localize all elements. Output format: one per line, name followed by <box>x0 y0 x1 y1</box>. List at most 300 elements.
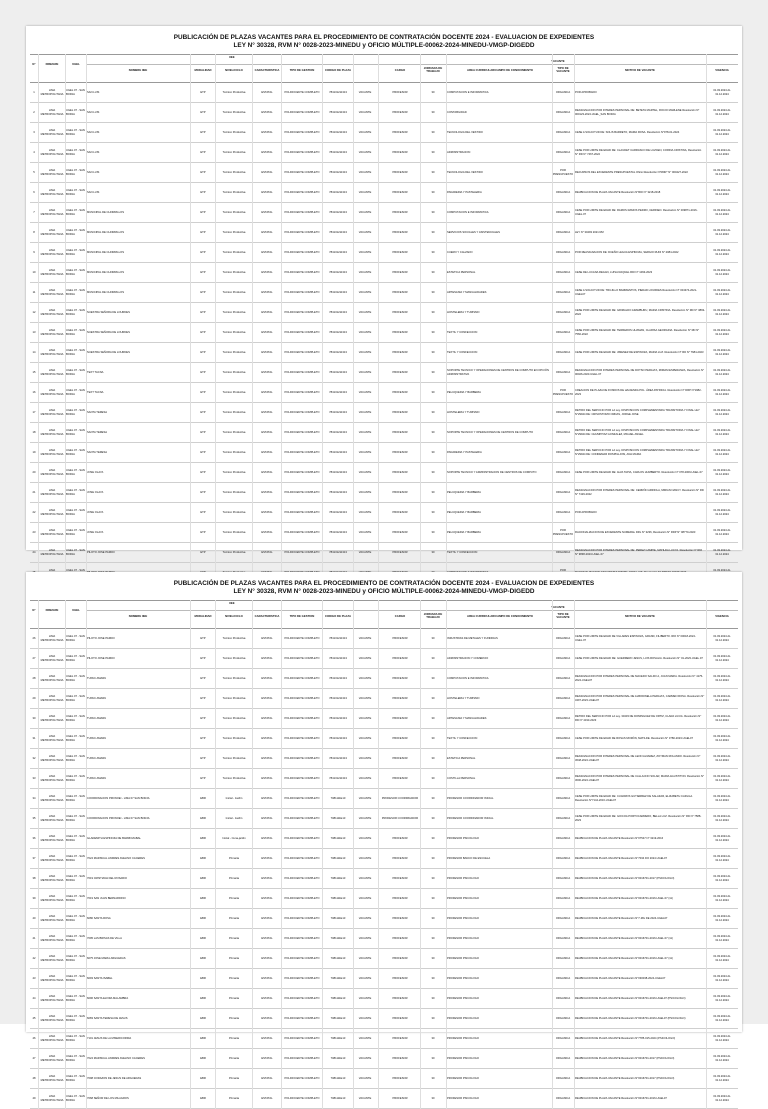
row-number: 19 <box>32 450 36 454</box>
table-row <box>30 383 738 403</box>
status-cell: VACANTE <box>358 270 372 274</box>
workday-cell: 30 <box>431 876 435 880</box>
position-code-cell: 784131211313 <box>329 390 347 394</box>
vacancy-reason-cell: CESE POR LIMITE DE EDAD DE VILLARES ESPINOZA, GRAND, FILIBERTO. RDI N° 00018-2024-UGEL.07 <box>575 635 696 642</box>
workday-cell: 30 <box>431 836 435 840</box>
school-name-cell: SAN LUIS <box>87 90 100 94</box>
row-number: 31 <box>32 736 36 740</box>
ugel-cell: UGEL 07 - SAN BORJA <box>66 369 85 376</box>
vacancy-reason-cell: REUBICACION DE PLAZA VACANTE Resolución N°RDI N° 3218-2018 <box>575 190 661 194</box>
vacancy-type-cell: ORGANICA <box>555 230 571 234</box>
table-row <box>30 243 738 263</box>
characteristic-cell: ESTATAL <box>261 150 273 154</box>
position-code-cell: 784131211313 <box>329 410 347 414</box>
subject-area-cell: PELUQUERIA Y BARBERIA <box>447 530 481 534</box>
row-number: 46 <box>32 1036 36 1040</box>
grid-line <box>65 54 66 583</box>
header-divider <box>86 64 738 65</box>
vacancy-reason-cell: REASIGNACION POR INTERES PERSONAL DE: BETETA MARTEL, ROCIO MARLENE Resolución N° 000123-2024-UGEL_SAN BORJA <box>575 109 700 116</box>
row-number: 41 <box>32 936 36 940</box>
position-code-cell: 7081111E13 <box>330 836 346 840</box>
vacancy-type-cell: ORGANICA <box>555 796 571 800</box>
school-name-cell: 7019 CRISTIANA DEL ROSARIO <box>87 876 127 880</box>
vacancy-reason-cell: RETIRO DEL SERVICIO POR LA Ley. DISPOSICION COMPLEMENTARIA TRANSITORIA Y FINAL LEY N°29944 DE: CONDEMAR ROSPIGLIOSI, ANA MARIA <box>575 449 700 456</box>
modality-cell: EBR <box>200 1096 206 1100</box>
modality-cell: ETP <box>200 656 206 660</box>
ugel-cell: UGEL 07 - SAN BORJA <box>66 129 85 136</box>
subject-area-cell: PELUQUERIA Y BARBERIA <box>447 490 481 494</box>
table-row <box>30 103 738 123</box>
table-row <box>30 143 738 163</box>
status-cell: VACANTE <box>358 676 372 680</box>
vacancy-type-cell: ORGANICA <box>555 756 571 760</box>
vacancy-type-cell: ORGANICA <box>555 550 571 554</box>
workday-cell: 30 <box>431 290 435 294</box>
region-cell: LIMA METROPOLITANA <box>40 469 64 476</box>
ugel-cell: UGEL 07 - SAN BORJA <box>66 635 85 642</box>
workday-cell: 30 <box>431 550 435 554</box>
role-cell: PROFESOR <box>392 370 408 374</box>
validity-cell: 01.03.2024 AL 31.12.2024 <box>713 169 731 176</box>
characteristic-cell: ESTATAL <box>261 1036 273 1040</box>
modality-cell: ETP <box>200 736 206 740</box>
workday-cell: 30 <box>431 916 435 920</box>
status-cell: VACANTE <box>358 976 372 980</box>
region-cell: LIMA METROPOLITANA <box>40 835 64 842</box>
row-number: 22 <box>32 510 36 514</box>
vacancy-type-cell: ORGANICA <box>555 250 571 254</box>
school-name-cell: 7068 SEÑOR DE LOS MILAGROS <box>87 1096 129 1100</box>
characteristic-cell: ESTATAL <box>261 896 273 900</box>
management-type-cell: POLIDOCENTE COMPLETO <box>284 130 320 134</box>
grid-line <box>353 54 354 583</box>
region-cell: LIMA METROPOLITANA <box>40 89 64 96</box>
grid-line <box>420 54 421 583</box>
region-cell: LIMA METROPOLITANA <box>40 1035 64 1042</box>
role-cell: PROFESOR COORDINADOR <box>381 796 419 800</box>
subject-area-cell: PROFESOR PSICOLOGO <box>447 876 479 880</box>
status-cell: VACANTE <box>358 1096 372 1100</box>
school-name-cell: JOSE OLAYA <box>87 510 104 514</box>
position-code-cell: 7081111E13 <box>330 896 346 900</box>
subject-area-cell: ADMINISTRACION <box>447 150 471 154</box>
vacancy-reason-cell: RETIRO DEL SERVICIO POR LA Ley. DISPOSICION COMPLEMENTARIA TRANSITORIA Y FINAL LEY N°29944 DE: CHUMPITAZ GONZALEZ, MIGUEL ANGEL <box>575 429 700 436</box>
status-cell: VACANTE <box>358 450 372 454</box>
grid-line <box>252 600 253 1109</box>
status-cell: VACANTE <box>358 996 372 1000</box>
workday-cell: 30 <box>431 390 435 394</box>
school-name-cell: TUPAC AMARU <box>87 696 107 700</box>
vacancy-type-cell: ORGANICA <box>555 916 571 920</box>
table-row <box>30 949 738 969</box>
table-row <box>30 789 738 809</box>
region-cell: LIMA METROPOLITANA <box>40 289 64 296</box>
ugel-cell: UGEL 07 - SAN BORJA <box>66 1095 85 1102</box>
modality-cell: ETP <box>200 370 206 374</box>
subject-area-cell: ARTESANIA Y MANUALIDADES <box>447 290 487 294</box>
level-cell: Técnico Productiva <box>222 636 246 640</box>
role-cell: PROFESOR <box>392 756 408 760</box>
school-name-cell: NUESTRA SEÑORA DE LOURDES <box>87 350 130 354</box>
region-cell: LIMA METROPOLITANA <box>40 995 64 1002</box>
validity-cell: 01.03.2024 AL 31.12.2024 <box>713 449 731 456</box>
role-cell: PROFESOR <box>392 636 408 640</box>
ugel-cell: UGEL 07 - SAN BORJA <box>66 529 85 536</box>
vacancy-type-cell: POR PRESUPUESTO <box>552 529 574 536</box>
row-number: 5 <box>33 170 35 174</box>
header-number: N° <box>32 608 36 612</box>
row-number: 8 <box>33 230 35 234</box>
position-code-cell: 784131211313 <box>329 636 347 640</box>
level-cell: Primaria <box>228 996 239 1000</box>
subject-area-cell: TEXTIL Y CONFECCION <box>447 736 478 740</box>
grid-line <box>215 600 216 1109</box>
validity-cell: 01.03.2024 AL 31.12.2024 <box>713 795 731 802</box>
level-cell: Primaria <box>228 1016 239 1020</box>
header-characteristic: CARACTERISTICA <box>254 68 280 72</box>
school-name-cell: SANTA TERESA <box>87 450 108 454</box>
validity-cell: 01.03.2024 AL 31.12.2024 <box>713 755 731 762</box>
vacancy-type-cell: ORGANICA <box>555 1056 571 1060</box>
header-position-code: CODIGO DE PLAZA <box>324 68 352 72</box>
role-cell: PROFESOR <box>392 110 408 114</box>
characteristic-cell: ESTATAL <box>261 510 273 514</box>
level-cell: Técnico Productiva <box>222 170 246 174</box>
row-number: 39 <box>32 896 36 900</box>
position-code-cell: 7081111E13 <box>330 1076 346 1080</box>
modality-cell: ETP <box>200 290 206 294</box>
school-name-cell: 7024 MARISCAL ANDRES AVELINO CACERES <box>87 1056 145 1060</box>
ugel-cell: UGEL 07 - SAN BORJA <box>66 209 85 216</box>
table-row <box>30 689 738 709</box>
region-cell: LIMA METROPOLITANA <box>40 1015 64 1022</box>
level-cell: Técnico Productiva <box>222 490 246 494</box>
validity-cell: 01.03.2024 AL 31.12.2024 <box>713 329 731 336</box>
management-type-cell: POLIDOCENTE COMPLETO <box>284 896 320 900</box>
workday-cell: 30 <box>431 190 435 194</box>
characteristic-cell: ESTATAL <box>261 1016 273 1020</box>
level-cell: Técnico Productiva <box>222 350 246 354</box>
validity-cell: 01.03.2024 AL <box>713 569 731 573</box>
subject-area-cell: SOPORTE TECNICO Y OPERACIONES DE CENTROS DE COMPUTO <box>447 430 534 434</box>
status-cell: VACANTE <box>358 510 372 514</box>
row-number: 42 <box>32 956 36 960</box>
status-cell: VACANTE <box>358 390 372 394</box>
header-validity: VIGENCIA <box>715 68 729 72</box>
validity-cell: 01.03.2024 AL 31.12.2024 <box>713 409 731 416</box>
position-code-cell: 784131211313 <box>329 656 347 660</box>
ugel-cell: UGEL 07 - SAN BORJA <box>66 469 85 476</box>
management-type-cell: POLIDOCENTE COMPLETO <box>284 796 320 800</box>
grid-line <box>574 600 575 1109</box>
table-row <box>30 669 738 689</box>
school-name-cell: PILOTO JOSE PARDO <box>87 636 115 640</box>
ugel-cell: UGEL 07 - SAN BORJA <box>66 775 85 782</box>
characteristic-cell: ESTATAL <box>261 210 273 214</box>
level-cell: Técnico Productiva <box>222 736 246 740</box>
characteristic-cell: ESTATAL <box>261 816 273 820</box>
management-type-cell: POLIDOCENTE COMPLETO <box>284 936 320 940</box>
region-cell: LIMA <box>48 569 56 573</box>
workday-cell: 30 <box>431 310 435 314</box>
row-number: 11 <box>32 290 36 294</box>
ugel-cell: UGEL 07 - SAN BORJA <box>66 795 85 802</box>
position-code-cell: 784131211313 <box>329 450 347 454</box>
management-type-cell: POLIDOCENTE COMPLETO <box>284 716 320 720</box>
table-row <box>30 483 738 503</box>
header-workday: JORNADA DE TRABAJO <box>423 612 443 620</box>
ugel-cell: UGEL 07 - SAN BORJA <box>66 955 85 962</box>
ugel-cell: UGEL 07 - SAN BORJA <box>66 715 85 722</box>
role-cell: PROFESOR <box>392 130 408 134</box>
status-cell: VACANTE <box>358 310 372 314</box>
vacancies-table-page-2 <box>30 600 738 1109</box>
role-cell: PROFESOR <box>392 210 408 214</box>
modality-cell: ETP <box>200 470 206 474</box>
grid-line <box>322 54 323 583</box>
vacancy-reason-cell: REUBICACION DE PLAZA VACANTE Resolución N°0016701-2016-UGEL07 (PSICOLOGO) <box>575 996 686 1000</box>
position-code-cell: 784131211313 <box>329 230 347 234</box>
status-cell: VACANTE <box>358 150 372 154</box>
vacancy-type-cell: ORGANICA <box>555 310 571 314</box>
vacancy-reason-cell: REUBICACION DE PLAZA VACANTE Resolución N°07547 N° 3219-2016 <box>575 836 664 840</box>
vacancy-type-cell: POR <box>560 569 566 573</box>
vacancy-type-cell: ORGANICA <box>555 896 571 900</box>
vacancy-type-cell: ORGANICA <box>555 936 571 940</box>
ugel-cell: UGEL 07 - SAN BORJA <box>66 509 85 516</box>
ugel-cell: UGEL 07 - SAN BORJA <box>66 349 85 356</box>
management-type-cell: POLIDOCENTE COMPLETO <box>284 836 320 840</box>
validity-cell: 01.03.2024 AL 31.12.2024 <box>713 855 731 862</box>
school-name-cell: TUPAC AMARU <box>87 716 107 720</box>
status-cell: VACANTE <box>358 250 372 254</box>
vacancy-type-cell: ORGANICA <box>555 510 571 514</box>
subject-area-cell: PROFESOR PSICOLOGO <box>447 956 479 960</box>
position-code-cell: 7081111E13 <box>330 1056 346 1060</box>
vacancy-reason-cell: CESE POR LIMITE DE EDAD DE: GRIMALDO ARAMBURU, MARIA CRISTINA. Resolución N° RD N° 3893-2022 <box>575 309 705 316</box>
row-number: 3 <box>33 130 35 134</box>
vacancy-type-cell: ORGANICA <box>555 330 571 334</box>
modality-cell: ETP <box>200 510 206 514</box>
table-row <box>30 989 738 1009</box>
role-cell: PROFESOR <box>392 1056 408 1060</box>
position-code-cell: 784131211313 <box>329 250 347 254</box>
vacancy-reason-cell: CREACION DE PLAZA DE FONDOS DE HACIENDA POL. ÁREA PATRICIA. Resolución N° DRP N°1982-2023 <box>575 389 702 396</box>
position-code-cell: 784131211313 <box>329 736 347 740</box>
position-code-cell: 7081111E13 <box>330 956 346 960</box>
vacancy-type-cell: ORGANICA <box>555 636 571 640</box>
row-number: 16 <box>32 390 36 394</box>
row-number: 30 <box>32 716 36 720</box>
ugel-cell: UGEL 07 - SAN BORJA <box>66 735 85 742</box>
vacancy-reason-cell: RETIRO DEL SERVICIO POR LA Ley. 30433 DE DOMINGUEZ DE ORTIZ, CLARA LUCIA. Resolución N° RD N° 4193-2023 <box>575 715 702 722</box>
workday-cell: 30 <box>431 430 435 434</box>
subject-area-cell: PELUQUERIA Y BARBERIA <box>447 390 481 394</box>
ugel-cell: UGEL 07 - SAN BORJA <box>66 755 85 762</box>
modality-cell: ETP <box>200 170 206 174</box>
subject-area-cell: SERVICIOS SOCIALES Y ASISTENCIALES <box>447 230 500 234</box>
characteristic-cell: ESTATAL <box>261 430 273 434</box>
validity-cell: 01.03.2024 AL 31.12.2024 <box>713 469 731 476</box>
header-vacancy-type: TIPO DE VACANTE <box>556 612 570 620</box>
header-management-type: TIPO DE GESTION <box>289 614 315 618</box>
table-row <box>30 909 738 929</box>
management-type-cell: POLIDOCENTE COMPLETO <box>284 490 320 494</box>
modality-cell: ETP <box>200 330 206 334</box>
modality-cell: ETP <box>200 350 206 354</box>
characteristic-cell: ESTATAL <box>261 656 273 660</box>
status-cell: VACANTE <box>358 876 372 880</box>
subject-area-cell: CUERO Y CALZADO <box>447 250 473 254</box>
school-name-cell: MUNICIPAL DE CHORRILLOS <box>87 230 125 234</box>
header-ugel: UGEL <box>72 608 80 612</box>
modality-cell: EBR <box>200 956 206 960</box>
modality-cell: ETP <box>200 250 206 254</box>
row-number: 26 <box>32 636 36 640</box>
validity-cell: 01.03.2024 AL 31.12.2024 <box>713 89 731 96</box>
position-code-cell: 784131211313 <box>329 330 347 334</box>
role-cell: PROFESOR <box>392 270 408 274</box>
table-body <box>30 83 738 583</box>
level-cell: Técnico Productiva <box>222 530 246 534</box>
characteristic-cell: ESTATAL <box>261 756 273 760</box>
validity-cell: 01.03.2024 AL 31.12.2024 <box>713 715 731 722</box>
role-cell: PROFESOR <box>392 90 408 94</box>
vacancy-type-cell: ORGANICA <box>555 210 571 214</box>
subject-area-cell: PROFESOR PSICOLOGO <box>447 1016 479 1020</box>
table-row <box>30 649 738 669</box>
management-type-cell: POLIDOCENTE COMPLETO <box>284 1056 320 1060</box>
validity-cell: 01.03.2024 AL 31.12.2024 <box>713 189 731 196</box>
row-number: 1 <box>33 90 35 94</box>
status-cell: VACANTE <box>358 1016 372 1020</box>
modality-cell: EBR <box>200 1076 206 1080</box>
characteristic-cell: ESTATAL <box>261 130 273 134</box>
header-modality: MODALIDAD <box>194 68 212 72</box>
vacancy-type-cell: ORGANICA <box>555 1096 571 1100</box>
region-cell: LIMA METROPOLITANA <box>40 109 64 116</box>
ugel-cell: UGEL 07 - SAN BORJA <box>66 655 85 662</box>
ugel-cell: UGEL 07 - SAN BORJA <box>66 1075 85 1082</box>
region-cell: LIMA METROPOLITANA <box>40 1095 64 1102</box>
status-cell: VACANTE <box>358 1036 372 1040</box>
level-cell: Técnico Productiva <box>222 776 246 780</box>
management-type-cell: POLIDOCENTE COMPLETO <box>284 250 320 254</box>
characteristic-cell: ESTATAL <box>261 836 273 840</box>
management-type-cell: POLIDOCENTE COMPLETO <box>284 410 320 414</box>
modality-cell: ETP <box>200 490 206 494</box>
vacancy-reason-cell: CESE DE LUCANA REGAN, LUISA RAQUEL RDI N° 1093-2023 <box>575 270 653 274</box>
vacancy-type-cell: ORGANICA <box>555 110 571 114</box>
modality-cell: EBR <box>200 856 206 860</box>
table-row <box>30 183 738 203</box>
management-type-cell: POLIDOCENTE COMPLETO <box>284 450 320 454</box>
position-code-cell: 784131211313 <box>329 270 347 274</box>
subject-area-cell: TEXTIL Y CONFECCION <box>447 350 478 354</box>
modality-cell: ETP <box>200 756 206 760</box>
status-cell: VACANTE <box>358 370 372 374</box>
row-number: 14 <box>32 350 36 354</box>
grid-line <box>65 600 66 1109</box>
modality-cell: EBR <box>200 1016 206 1020</box>
status-cell: VACANTE <box>358 430 372 434</box>
management-type-cell: POLIDOCENTE COMPLETO <box>284 170 320 174</box>
table-row <box>30 1029 738 1049</box>
subject-area-cell: PROFESOR PSICOLOGO <box>447 1076 479 1080</box>
validity-cell: 01.03.2024 AL 31.12.2024 <box>713 815 731 822</box>
vacancy-reason-cell: CESE A SOLICITUD DE: SOLIS BARRETO, MARIA ROSA. Resolución N°978-01-2024 <box>575 130 680 134</box>
row-number: 17 <box>32 410 36 414</box>
role-cell: PROFESOR <box>392 530 408 534</box>
validity-cell: 01.03.2024 AL 31.12.2024 <box>713 995 731 1002</box>
characteristic-cell: ESTATAL <box>261 996 273 1000</box>
vacancy-reason-cell: CESE A SOLICITUD DE: TRUJILLO BARRIENTOS, PIEDAD LOURDES Resolución N° 004374-2021-UGEL07 <box>575 289 697 296</box>
header-vacancy-reason: MOTIVO DE VACANTE <box>625 614 655 618</box>
ugel-cell: UGEL 07 - SAN BORJA <box>66 915 85 922</box>
management-type-cell: POLIDOCENTE COMPLETO <box>284 916 320 920</box>
school-name-cell: SAN LUIS <box>87 130 100 134</box>
modality-cell: ETP <box>200 90 206 94</box>
region-cell: LIMA METROPOLITANA <box>40 815 64 822</box>
grid-line <box>38 600 39 1109</box>
workday-cell: 30 <box>431 1056 435 1060</box>
school-name-cell: SAN LUIS <box>87 110 100 114</box>
modality-cell: EBR <box>200 936 206 940</box>
vacancy-reason-cell: REUBICACION DE PLAZA VACANTE Resolución N°0016701-2016-UGEL07 (PSICOLOGO) <box>575 1016 686 1020</box>
vacancy-type-cell: ORGANICA <box>555 736 571 740</box>
level-cell: Primaria <box>228 876 239 880</box>
modality-cell: ETP <box>200 190 206 194</box>
level-cell: Técnico Productiva <box>222 410 246 414</box>
characteristic-cell: ESTATAL <box>261 490 273 494</box>
status-cell: VACANTE <box>358 796 372 800</box>
management-type-cell: POLIDOCENTE COMPLETO <box>284 676 320 680</box>
role-cell: PROFESOR <box>392 1076 408 1080</box>
school-name-cell: TEXT TACNA <box>87 390 104 394</box>
header-workday: JORNADA DE TRABAJO <box>423 66 443 74</box>
validity-cell: 01.03.2024 AL 31.12.2024 <box>713 509 731 516</box>
level-cell: Técnico Productiva <box>222 290 246 294</box>
status-cell: VACANTE <box>358 470 372 474</box>
validity-cell: 01.03.2024 AL 31.12.2024 <box>713 249 731 256</box>
role-cell: PROFESOR <box>392 250 408 254</box>
header-region: DRE/GRE <box>45 62 59 66</box>
modality-cell: EBR <box>200 976 206 980</box>
role-cell: PROFESOR <box>392 490 408 494</box>
workday-cell: 30 <box>431 250 435 254</box>
row-number: 43 <box>32 976 36 980</box>
school-name-cell: TUPAC AMARU <box>87 756 107 760</box>
characteristic-cell: ESTATAL <box>261 110 273 114</box>
header-group-iiee: IIEE <box>229 55 235 59</box>
subject-area-cell: ESTETICA PERSONAL <box>447 270 476 274</box>
subject-area-cell: SOPORTE TECNICO Y ADMINISTRACION DE CENTROS DE COMPUTO <box>447 470 537 474</box>
validity-cell: 01.03.2024 AL 31.12.2024 <box>713 1075 731 1082</box>
ugel-cell: UGEL 07 - SAN BORJA <box>66 229 85 236</box>
ugel-cell: UGEL 07 - SAN BORJA <box>66 329 85 336</box>
header-group-vacante: VACANTE <box>551 605 565 609</box>
position-code-cell: 784131211313 <box>329 776 347 780</box>
modality-cell: ETP <box>200 230 206 234</box>
ugel-cell: UGEL 07 - SAN BORJA <box>66 1035 85 1042</box>
header-management-type: TIPO DE GESTION <box>289 68 315 72</box>
characteristic-cell: ESTATAL <box>261 736 273 740</box>
position-code-cell: 784131211313 <box>329 290 347 294</box>
validity-cell: 01.03.2024 AL 31.12.2024 <box>713 369 731 376</box>
level-cell: Primaria <box>228 956 239 960</box>
level-cell: Primaria <box>228 1036 239 1040</box>
subject-area-cell: HOSTELERIA Y TURISMO <box>447 696 480 700</box>
